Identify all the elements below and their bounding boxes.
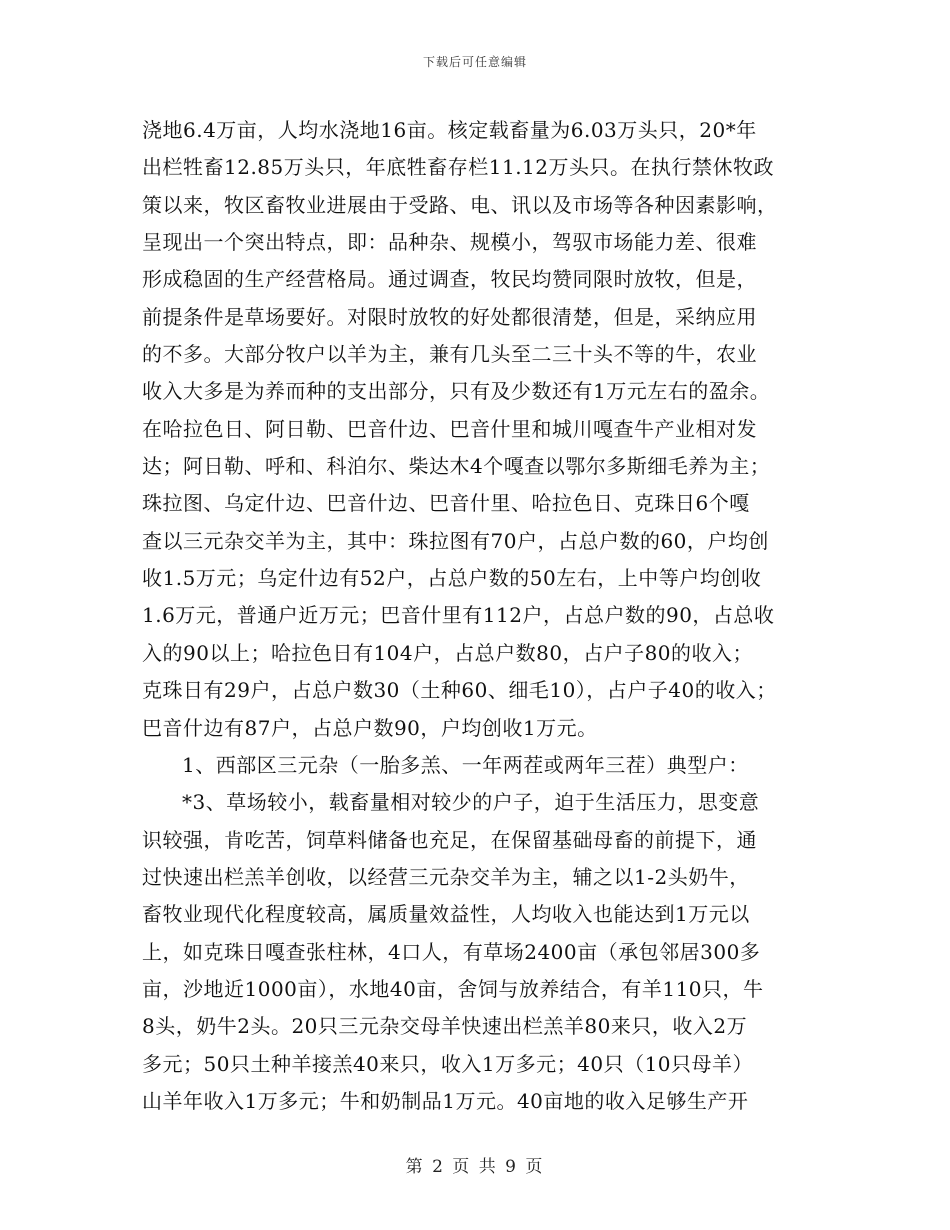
body-line-21: 过快速出栏羔羊创收，以经营三元杂交羊为主，辅之以1-2头奶牛， <box>142 864 750 889</box>
body-line-22: 畜牧业现代化程度较高，属质量效益性，人均收入也能达到1万元以 <box>142 902 750 927</box>
body-line-3: 策以来，牧区畜牧业进展由于受路、电、讯以及市场等各种因素影响， <box>142 192 778 217</box>
body-line-15: 入的90以上；哈拉色日有104户，占总户数80，占户子80的收入； <box>142 640 754 665</box>
page-header-note: 下载后可任意编辑 <box>422 55 527 69</box>
body-line-24: 亩，沙地近1000亩），水地40亩，舍饲与放养结合，有羊110只，牛 <box>142 976 764 1001</box>
body-line-26: 多元；50只土种羊接羔40来只，收入1万多元；40只（10只母羊） <box>142 1051 754 1076</box>
body-line-13: 收1.5万元；乌定什边有52户，占总户数的50左右，上中等户均创收 <box>142 566 762 591</box>
body-line-16: 克珠日有29户，占总户数30（土种60、细毛10），占户子40的收入； <box>142 678 777 703</box>
body-line-17: 巴音什边有87户，占总户数90，户均创收1万元。 <box>142 715 598 740</box>
body-line-12: 查以三元杂交羊为主，其中：珠拉图有70户，占总户数的60，户均创 <box>142 528 769 553</box>
body-line-7: 的不多。大部分牧户以羊为主，兼有几头至二三十头不等的牛，农业 <box>142 342 757 367</box>
body-line-20: 识较强，肯吃苦，饲草料储备也充足，在保留基础母畜的前提下，通 <box>142 827 757 852</box>
body-line-4: 呈现出一个突出特点，即：品种杂、规模小，驾驭市场能力差、很难 <box>142 230 757 255</box>
body-line-5: 形成稳固的生产经营格局。通过调查，牧民均赞同限时放牧，但是， <box>142 267 757 292</box>
body-line-27: 山羊年收入1万多元；牛和奶制品1万元。40亩地的收入足够生产开 <box>142 1088 749 1113</box>
body-line-11: 珠拉图、乌定什边、巴音什边、巴音什里、哈拉色日、克珠日6个嘎 <box>142 491 750 516</box>
page-number: 第 2 页 共 9 页 <box>405 1157 545 1177</box>
body-line-25: 8头，奶牛2头。20只三元杂交母羊快速出栏羔羊80来只，收入2万 <box>142 1014 748 1039</box>
body-line-6: 前提条件是草场要好。对限时放牧的好处都很清楚，但是，采纳应用 <box>142 304 757 329</box>
body-line-10: 达；阿日勒、呼和、科泊尔、柴达木4个嘎查以鄂尔多斯细毛养为主； <box>142 454 771 479</box>
body-line-1: 浇地6.4万亩，人均水浇地16亩。核定载畜量为6.03万头只，20*年 <box>142 118 757 142</box>
body-line-14: 1.6万元，普通户近万元；巴音什里有112户，占总户数的90，占总收 <box>142 603 775 628</box>
body-line-2: 出栏牲畜12.85万头只，年底牲畜存栏11.12万头只。在执行禁休牧政 <box>142 155 775 180</box>
document-body <box>142 112 812 1120</box>
body-line-19: *3、草场较小，载畜量相对较少的户子，迫于生活压力，思变意 <box>182 790 760 815</box>
body-line-23: 上，如克珠日嘎查张柱林，4口人，有草场2400亩（承包邻居300多 <box>142 939 761 964</box>
section-heading: 1、西部区三元杂（一胎多羔、一年两茬或两年三茬）典型户： <box>182 752 749 777</box>
body-line-9: 在哈拉色日、阿日勒、巴音什边、巴音什里和城川嘎查牛产业相对发 <box>142 416 757 441</box>
body-line-8: 收入大多是为养而种的支出部分，只有及少数还有1万元左右的盈余。 <box>142 379 771 404</box>
